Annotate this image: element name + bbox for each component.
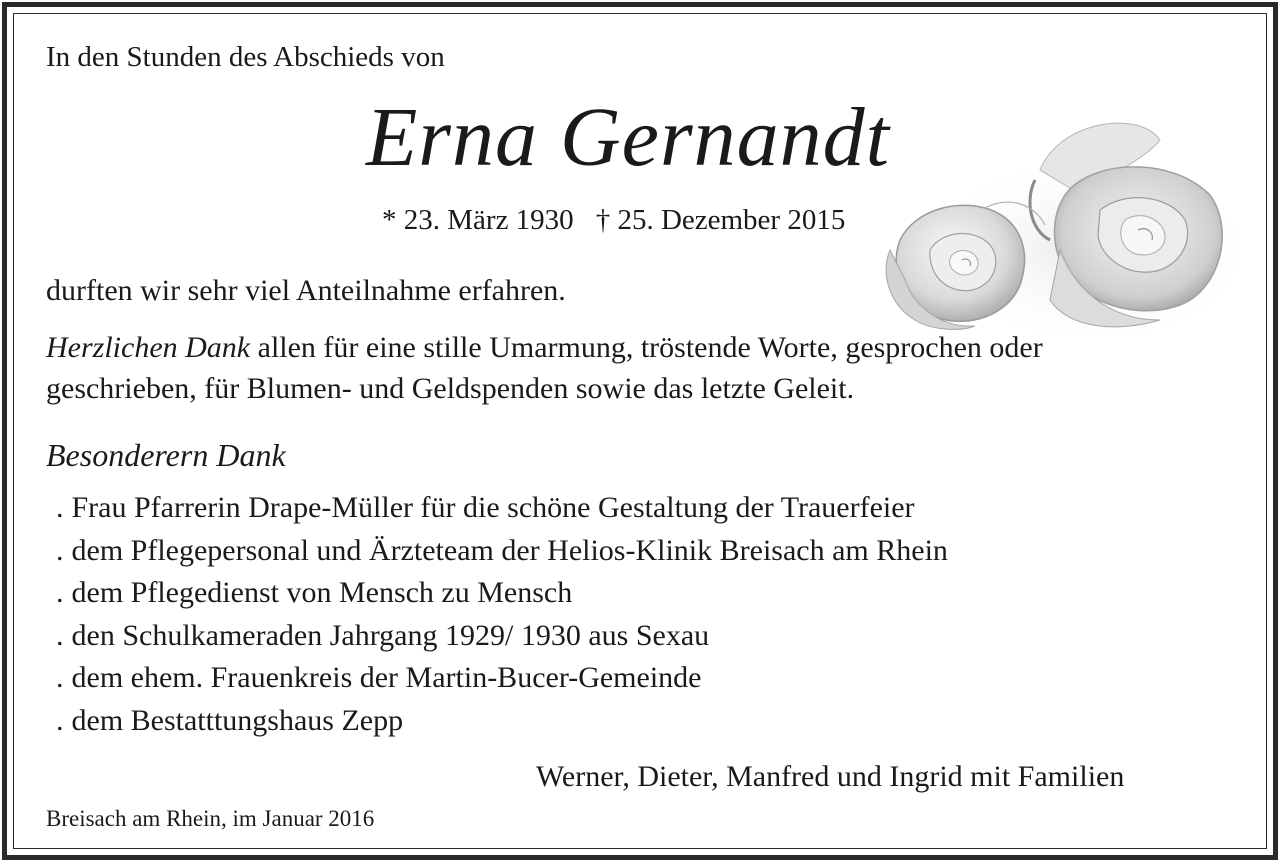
deceased-name: Erna Gernandt: [366, 91, 890, 184]
list-item: . Frau Pfarrerin Drape-Müller für die schöne Gestaltung der Trauerfeier: [56, 491, 915, 524]
sympathy-received-text: durften wir sehr viel Anteilnahme erfahren.: [46, 274, 566, 307]
life-dates: [382, 204, 845, 237]
list-item: . dem Pflegedienst von Mensch zu Mensch: [56, 576, 573, 609]
list-item: . dem Bestatttungshaus Zepp: [56, 703, 404, 737]
special-thanks-list: [56, 487, 948, 742]
thanks-text: allen für eine stille Umarmung, tröstende Worte, gesprochen oder: [257, 331, 1043, 364]
signature: Werner, Dieter, Manfred und Ingrid mit Familien: [536, 760, 1125, 793]
birth-date: * 23. März 1930: [382, 204, 574, 236]
intro-text: In den Stunden des Abschieds von: [46, 41, 445, 73]
thanks-paragraph: [46, 331, 1043, 365]
death-date: † 25. Dezember 2015: [595, 204, 846, 236]
thanks-emphasis: Herzlichen Dank: [46, 331, 251, 364]
list-item: . dem Pflegepersonal und Ärzteteam der Helios-Klinik Breisach am Rhein: [56, 533, 948, 567]
place-date: Breisach am Rhein, im Januar 2016: [46, 806, 375, 831]
list-item: . dem ehem. Frauenkreis der Martin-Bucer-Gemeinde: [56, 661, 702, 694]
list-item: . den Schulkameraden Jahrgang 1929/ 1930 aus Sexau: [56, 618, 710, 652]
roses-icon: [860, 100, 1240, 340]
thanks-paragraph-line2: geschrieben, für Blumen- und Geldspenden sowie das letzte Geleit.: [46, 372, 855, 405]
special-thanks-heading: Besonderern Dank: [46, 437, 286, 473]
